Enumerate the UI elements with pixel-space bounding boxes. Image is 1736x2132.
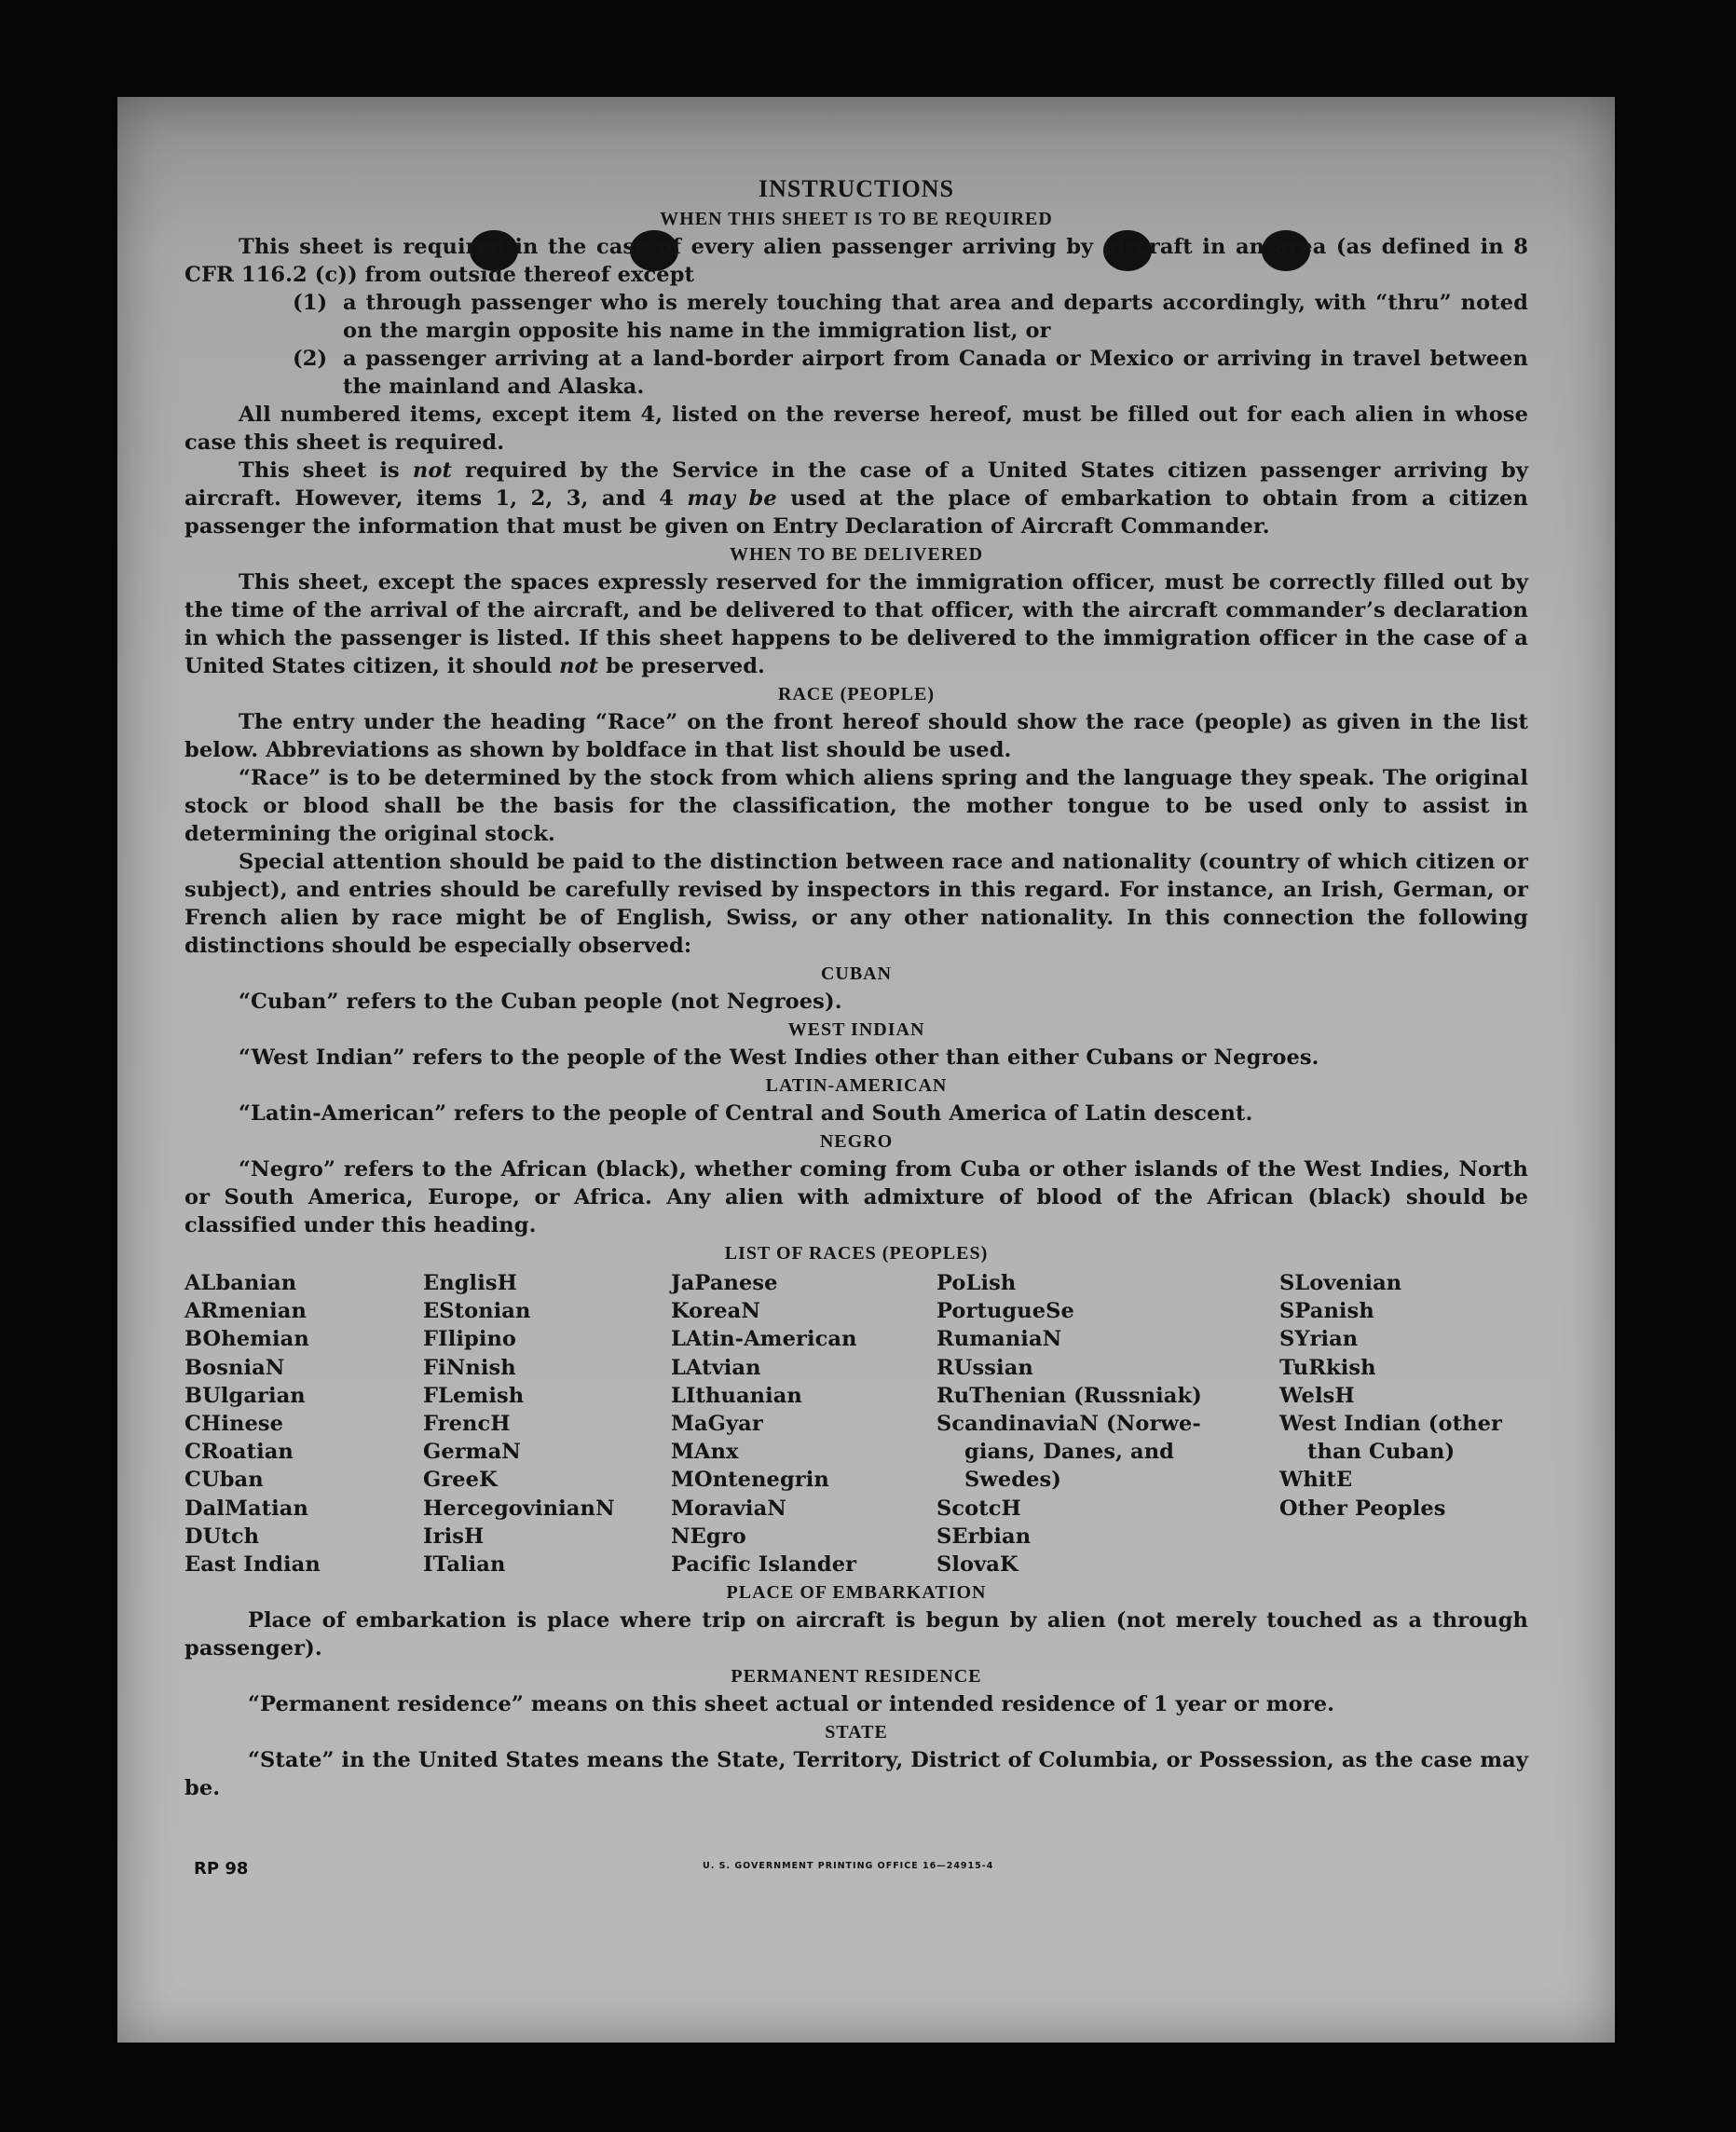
list-item: EStonian xyxy=(423,1299,531,1324)
west-indian-text: “West Indian” refers to the people of the West Indies other than either Cubans or Negroes. xyxy=(239,1046,1319,1070)
page-title: INSTRUCTIONS xyxy=(759,175,954,202)
races-column xyxy=(936,1269,1279,1578)
list-item: West Indian (other xyxy=(1279,1412,1502,1437)
item-text: a through passenger who is merely touching that area and departs accordingly, with “thru” noted on the margin opposite his name in the immigration list, or xyxy=(343,291,1528,343)
list-item: GermaN xyxy=(423,1440,521,1465)
section-heading-latin-american: LATIN-AMERICAN xyxy=(765,1075,948,1096)
list-item: LAtvian xyxy=(671,1355,761,1380)
section-heading-west-indian: WEST INDIAN xyxy=(787,1019,925,1040)
list-item: MOntenegrin xyxy=(671,1468,829,1493)
list-item: MAnx xyxy=(671,1440,739,1465)
latin-american-text: “Latin-American” refers to the people of Central and South America of Latin descent. xyxy=(239,1101,1253,1126)
item-text: a passenger arriving at a land-border airport from Canada or Mexico or arriving in travel between the mainland and Alaska. xyxy=(343,347,1528,399)
list-item: WhitE xyxy=(1279,1468,1353,1493)
cuban-text: “Cuban” refers to the Cuban people (not Negroes). xyxy=(239,990,842,1014)
list-item: DUtch xyxy=(185,1524,260,1549)
list-item: BOhemian xyxy=(185,1327,309,1352)
list-item: RuThenian (Russniak) xyxy=(936,1383,1202,1408)
section-heading-embarkation: PLACE OF EMBARKATION xyxy=(726,1582,987,1604)
list-item: RUssian xyxy=(936,1355,1033,1380)
exception-item-2 xyxy=(293,345,1528,401)
list-item: IrisH xyxy=(423,1524,485,1549)
required-intro: This sheet is required in the case of every alien passenger arriving by aircraft in an area (as defined in 8 CFR 116.2 (c)) from outside thereof except xyxy=(185,235,1528,287)
list-item: ARmenian xyxy=(185,1299,307,1324)
races-list xyxy=(185,1269,1528,1578)
list-item: SErbian xyxy=(936,1524,1032,1549)
state-text: “State” in the United States means the State, Territory, District of Columbia, or Possession, as the case may be. xyxy=(185,1748,1528,1801)
item-number: (2) xyxy=(293,347,328,371)
list-item: gians, Danes, and xyxy=(964,1440,1175,1465)
races-column xyxy=(185,1269,423,1578)
list-item: SLovenian xyxy=(1279,1271,1402,1295)
list-item: HercegovinianN xyxy=(423,1496,615,1521)
list-item: FLemish xyxy=(423,1383,525,1408)
race-para-3: Special attention should be paid to the distinction between race and nationality (country of which citizen or subject), and entries should be carefully revised by inspectors in this regard. For instance, an Irish, German, or French alien by race might be of English, Swiss, or any other nationality. In this connection the following distinctions should be especially observed: xyxy=(185,850,1528,958)
list-item: BosniaN xyxy=(185,1355,285,1380)
required-para-3: This sheet is not required by the Service in the case of a United States citizen passenger arriving by aircraft. However, items 1, 2, 3, and 4 may be used at the place of embarkation to obtain from a citizen passenger the information that must be given on Entry Declaration of Aircraft Commander. xyxy=(185,458,1528,539)
races-column xyxy=(671,1269,936,1578)
list-item: RumaniaN xyxy=(936,1327,1062,1352)
list-item: LIthuanian xyxy=(671,1383,802,1408)
list-item: Pacific Islander xyxy=(671,1552,857,1578)
list-item: WelsH xyxy=(1279,1383,1355,1408)
section-heading-residence: PERMANENT RESIDENCE xyxy=(731,1666,982,1688)
section-heading-required: WHEN THIS SHEET IS TO BE REQUIRED xyxy=(660,209,1053,229)
list-item: ScotcH xyxy=(936,1496,1021,1521)
list-item: LAtin-American xyxy=(671,1327,857,1352)
item-number: (1) xyxy=(293,291,328,315)
list-item: ScandinaviaN (Norwe- xyxy=(936,1412,1201,1437)
list-item: FIlipino xyxy=(423,1327,517,1352)
list-item: CRoatian xyxy=(185,1440,294,1465)
list-item: East Indian xyxy=(185,1552,321,1578)
list-item: PoLish xyxy=(936,1271,1017,1295)
list-item: PortugueSe xyxy=(936,1299,1074,1324)
list-item: FiNnish xyxy=(423,1355,516,1380)
list-item: TuRkish xyxy=(1279,1355,1376,1380)
list-item: FrencH xyxy=(423,1412,511,1437)
list-item: SlovaK xyxy=(936,1552,1018,1578)
races-column xyxy=(1279,1269,1528,1578)
list-item: EnglisH xyxy=(423,1271,517,1295)
section-heading-races-list: LIST OF RACES (PEOPLES) xyxy=(724,1243,989,1264)
printer-imprint: U. S. GOVERNMENT PRINTING OFFICE 16—24915-4 xyxy=(703,1861,994,1871)
section-heading-delivered: WHEN TO BE DELIVERED xyxy=(729,544,984,565)
list-item: SYrian xyxy=(1279,1327,1359,1352)
form-id: RP 98 xyxy=(194,1859,249,1879)
list-item: BUlgarian xyxy=(185,1383,306,1408)
exception-item-1 xyxy=(293,289,1528,345)
delivered-text: This sheet, except the spaces expressly reserved for the immigration officer, must be correctly filled out by the time of the arrival of the aircraft, and be delivered to that officer, with the aircraft commander’s declaration in which the passenger is listed. If this sheet happens to be delivered to the immigration officer in the case of a United States citizen, it should not be preserved. xyxy=(185,570,1528,678)
section-heading-negro: NEGRO xyxy=(819,1131,894,1152)
list-item: GreeK xyxy=(423,1468,498,1493)
section-heading-state: STATE xyxy=(825,1722,888,1743)
section-heading-cuban: CUBAN xyxy=(820,964,893,984)
list-item: NEgro xyxy=(671,1524,746,1549)
list-item: JaPanese xyxy=(671,1271,778,1295)
list-item: MoraviaN xyxy=(671,1496,786,1521)
list-item: MaGyar xyxy=(671,1412,763,1437)
list-item: than Cuban) xyxy=(1307,1440,1456,1465)
list-item: CUban xyxy=(185,1468,264,1493)
list-item: KoreaN xyxy=(671,1299,760,1324)
list-item: SPanish xyxy=(1279,1299,1374,1324)
section-heading-race: RACE (PEOPLE) xyxy=(778,684,935,704)
list-item: Swedes) xyxy=(964,1468,1061,1493)
races-column xyxy=(423,1269,671,1578)
list-item: DalMatian xyxy=(185,1496,308,1521)
list-item: CHinese xyxy=(185,1412,284,1437)
negro-text: “Negro” refers to the African (black), whether coming from Cuba or other islands of the West Indies, North or South America, Europe, or Africa. Any alien with admixture of blood of the African (black) should be classified under this heading. xyxy=(185,1157,1528,1237)
race-para-2: “Race” is to be determined by the stock from which aliens spring and the language they speak. The original stock or blood shall be the basis for the classification, the mother tongue to be used only to assist in determining the original stock. xyxy=(185,766,1528,846)
list-item: ALbanian xyxy=(185,1271,297,1295)
list-item: Other Peoples xyxy=(1279,1496,1446,1521)
embarkation-text: Place of embarkation is place where trip on aircraft is begun by alien (not merely touched as a through passenger). xyxy=(185,1608,1528,1661)
residence-text: “Permanent residence” means on this sheet actual or intended residence of 1 year or more. xyxy=(248,1692,1335,1717)
required-para-2: All numbered items, except item 4, listed on the reverse hereof, must be filled out for each alien in whose case this sheet is required. xyxy=(185,403,1528,455)
list-item: ITalian xyxy=(423,1552,506,1578)
race-para-1: The entry under the heading “Race” on the front hereof should show the race (people) as given in the list below. Abbreviations as shown by boldface in that list should be used. xyxy=(185,710,1528,762)
instructions-body xyxy=(185,173,1528,1802)
